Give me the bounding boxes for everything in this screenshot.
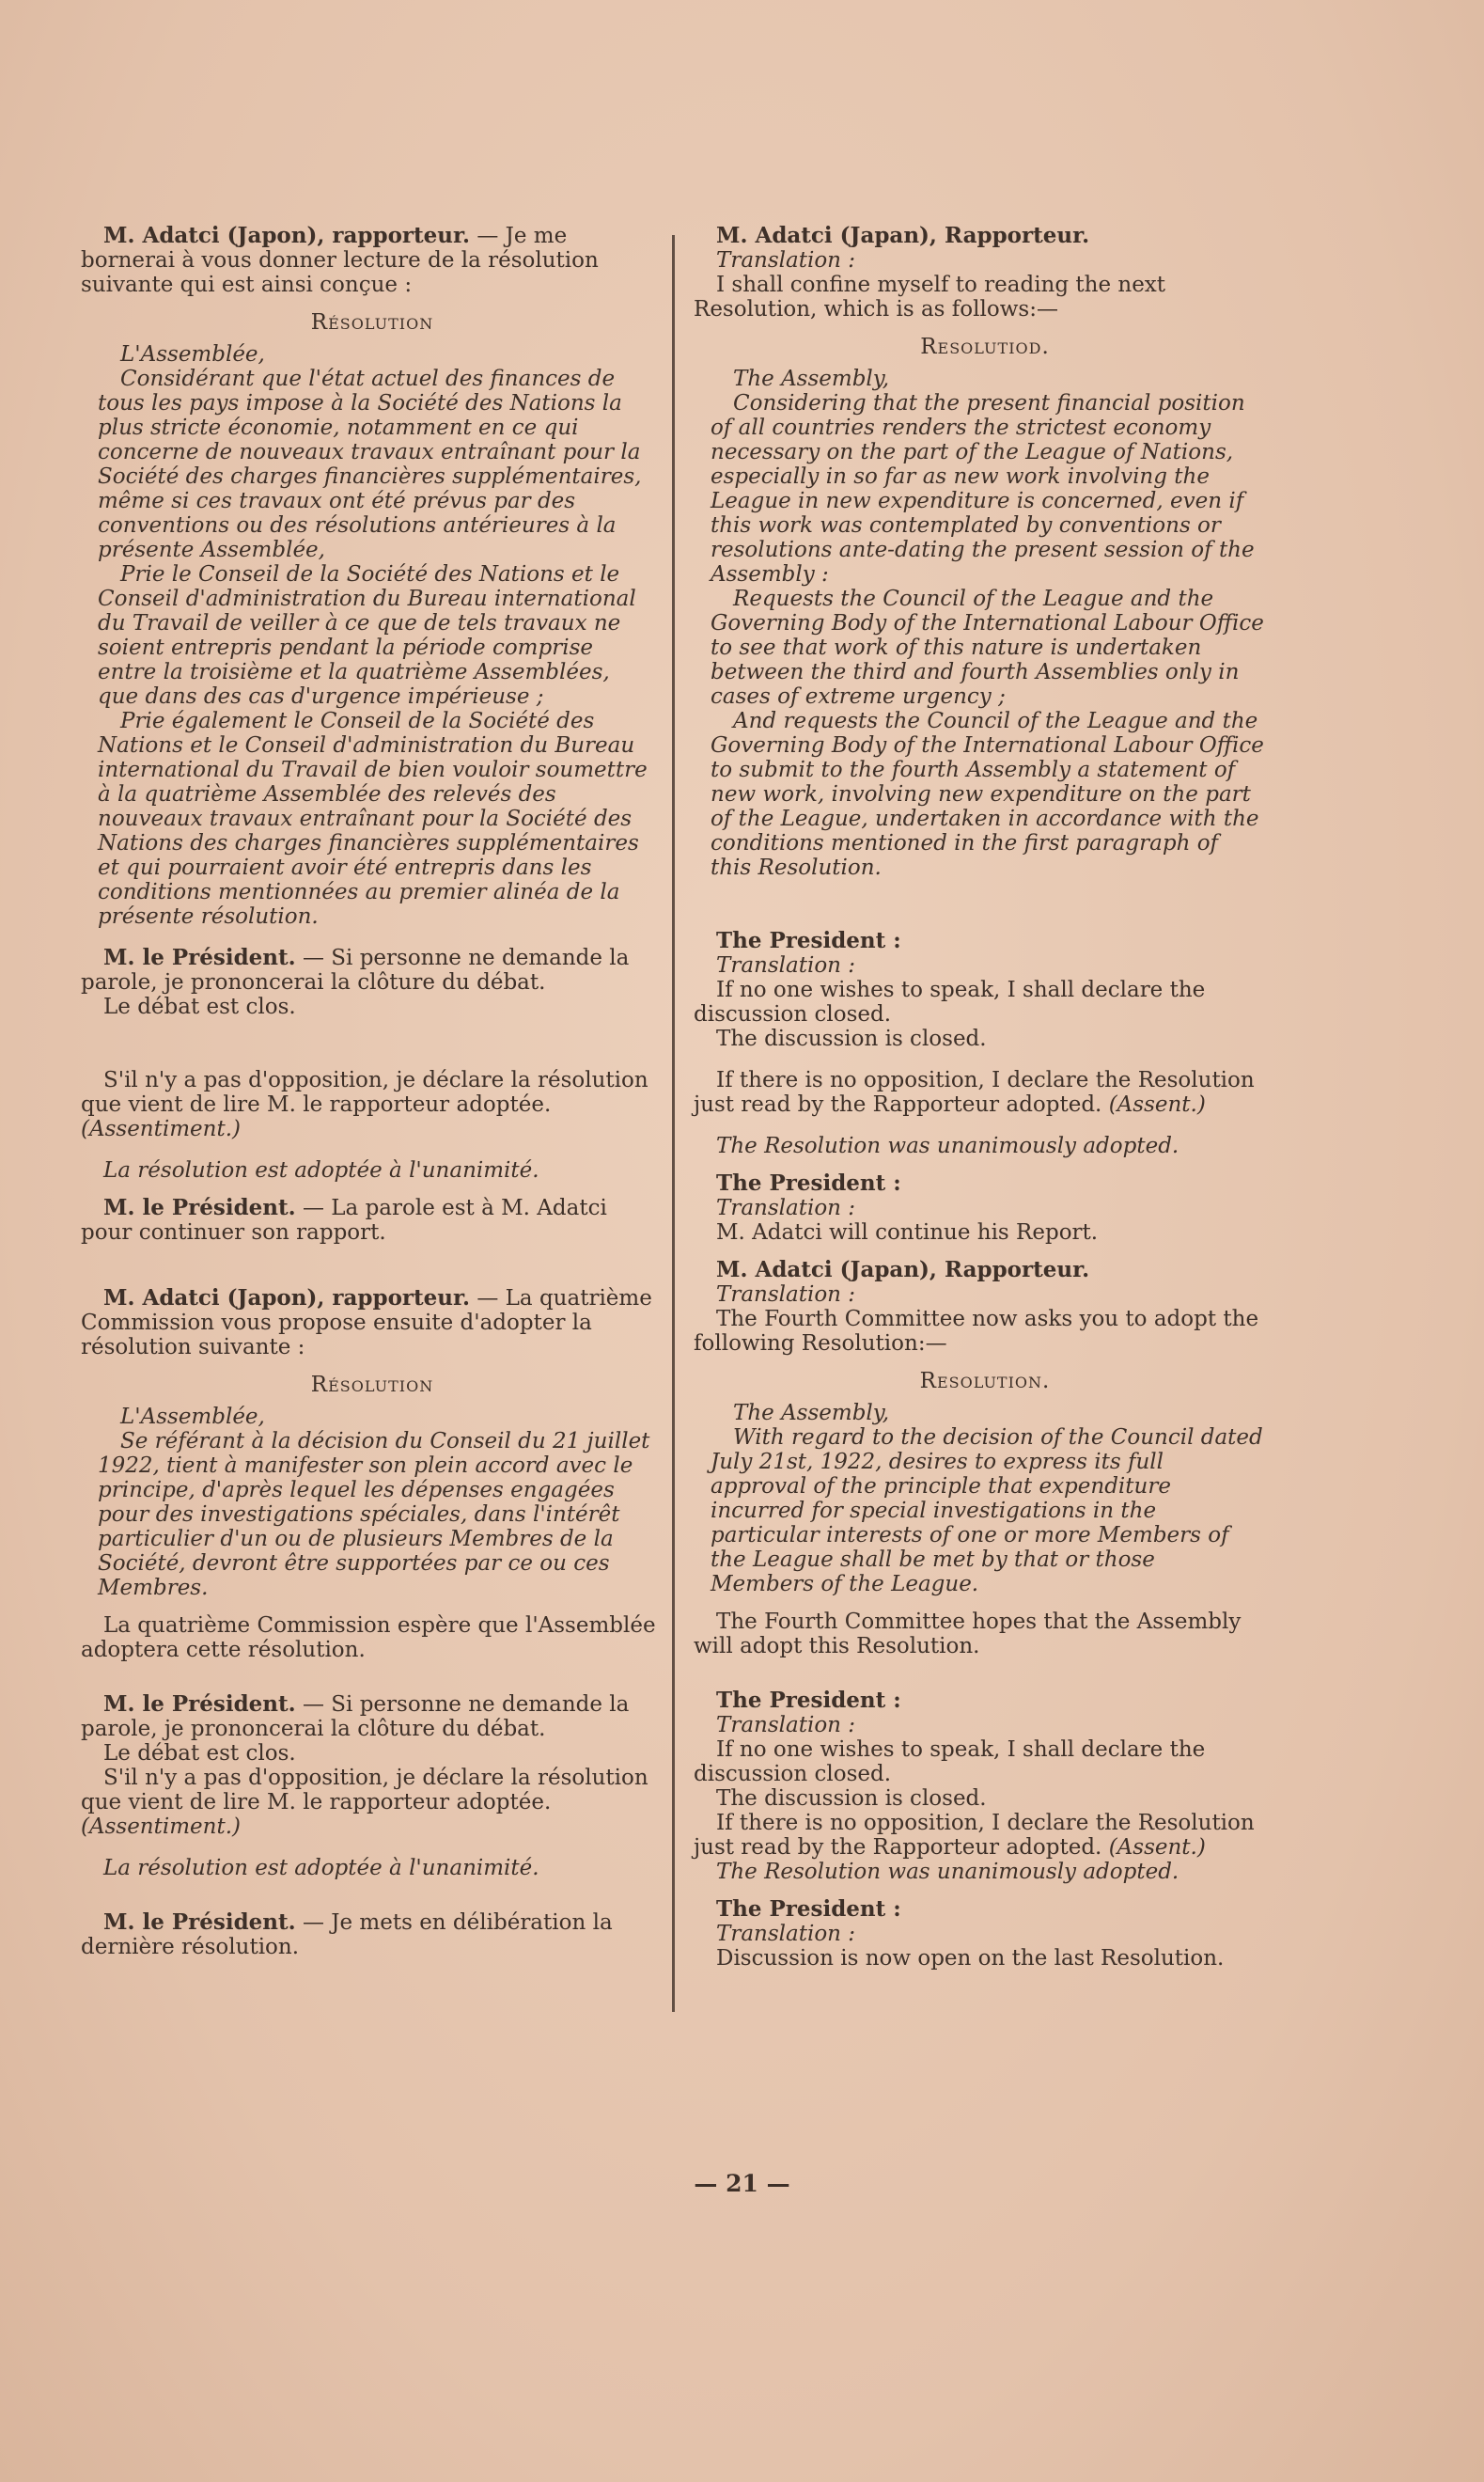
column-divider: [672, 235, 675, 2012]
statement-text: If no one wishes to speak, I shall declare the discussion closed.: [694, 1737, 1206, 1786]
speaker-name: M. Adatci (Japon), rapporteur.: [103, 223, 471, 248]
statement-text: — Si personne ne demande la parole, je prononcerai la clôture du débat.: [81, 1692, 630, 1741]
speaker-name: The President :: [716, 928, 901, 953]
page-number: — 21 —: [694, 2170, 790, 2197]
intro-statement: [81, 224, 664, 297]
statement-text: S'il n'y a pas d'opposition, je déclare la résolution que vient de lire M. le rapporteur adoptée.: [81, 1068, 648, 1117]
translation-label: Translation :: [716, 1196, 856, 1220]
resolution-heading: Résolution: [310, 310, 434, 335]
statement-text: — Je mets en délibération la dernière résolution.: [81, 1910, 613, 1959]
speaker-name: The President :: [716, 1896, 901, 1922]
assent-note: (Assentiment.): [81, 1814, 241, 1839]
resolution-paragraph: With regard to the decision of the Council dated July 21st, 1922, desires to express its full approval of the principle that expenditure incurred for special investigations in the particular interests of one or more Members of the League shall be met by that or those Members of the League.: [711, 1425, 1263, 1596]
speaker-name: M. Adatci (Japon), rapporteur.: [103, 1285, 471, 1311]
speaker-name: M. Adatci (Japan), Rapporteur.: [716, 1257, 1090, 1282]
statement-text: — Si personne ne demande la parole, je prononcerai la clôture du débat.: [81, 946, 630, 995]
statement-text: The discussion is closed.: [716, 1786, 987, 1811]
resolution-text: [694, 1401, 1276, 1596]
president-statement: [81, 1910, 664, 1959]
speaker-name: M. le Président.: [103, 1909, 296, 1935]
resolution-text: [81, 1405, 664, 1600]
assent-note: (Assentiment.): [81, 1117, 241, 1141]
statement-text: I shall confine myself to reading the next Resolution, which is as follows:—: [694, 273, 1166, 322]
adoption-note: La résolution est adoptée à l'unanimité.: [103, 1856, 539, 1880]
adoption-note: La résolution est adoptée à l'unanimité.: [103, 1158, 539, 1183]
commission-hope: [81, 1613, 664, 1662]
translation-label: Translation :: [716, 1282, 856, 1307]
speaker-name: M. le Président.: [103, 1195, 296, 1220]
statement-text: — Je me bornerai à vous donner lecture de la résolution suivante qui est ainsi conçue :: [81, 224, 599, 297]
intro-statement: [694, 224, 1276, 322]
statement-text: If there is no opposition, I declare the Resolution just read by the Rapporteur adopted.: [694, 1811, 1255, 1860]
translation-label: Translation :: [716, 248, 856, 273]
resolution-heading: Resolution.: [919, 1369, 1051, 1393]
statement-text: La quatrième Commission espère que l'Assemblée adoptera cette résolution.: [81, 1613, 656, 1662]
statement-text: The Fourth Committee hopes that the Assembly will adopt this Resolution.: [694, 1610, 1242, 1658]
statement-text: The discussion is closed.: [716, 1027, 987, 1051]
translation-label: Translation :: [716, 1713, 856, 1737]
resolution-paragraph: Requests the Council of the League and the Governing Body of the International Labour Office to see that work of this nature is undertaken between the third and fourth Assemblies only in cases of extreme urgency ;: [711, 587, 1264, 709]
resolution-paragraph: Considering that the present financial position of all countries renders the strictest economy necessary on the part of the League of Nations, especially in so far as new work involving the League in new expenditure is concerned, even if this work was contemplated by conventions or resolutions ante-dating the present session of the Assembly :: [711, 391, 1255, 587]
statement-text: — La quatrième Commission vous propose ensuite d'adopter la résolution suivante :: [81, 1286, 652, 1359]
english-column: [694, 224, 1276, 1984]
statement-text: If there is no opposition, I declare the Resolution just read by the Rapporteur adopted.: [694, 1068, 1255, 1117]
speaker-name: The President :: [716, 1688, 901, 1713]
statement-text: S'il n'y a pas d'opposition, je déclare la résolution que vient de lire M. le rapporteur adoptée.: [81, 1766, 648, 1814]
president-statement: [694, 1689, 1276, 1884]
resolution-paragraph: L'Assemblée,: [120, 1405, 265, 1429]
assent-note: (Assent.): [1108, 1835, 1206, 1860]
president-statement: [694, 929, 1276, 1158]
resolution-paragraph: The Assembly,: [733, 1401, 890, 1425]
resolution-heading: Resolutiod.: [920, 335, 1050, 359]
speaker-name: M. Adatci (Japan), Rapporteur.: [716, 223, 1090, 248]
resolution-paragraph: Se référant à la décision du Conseil du 21 juillet 1922, tient à manifester son plein accord avec le principe, d'après lequel les dépenses engagées pour des investigations spéciales, dans l'intérêt particulier d'un ou de plusieurs Membres de la Société, devront être supportées par ce ou ces Membres.: [98, 1429, 650, 1600]
statement-text: M. Adatci will continue his Report.: [716, 1220, 1099, 1245]
speaker-name: M. le Président.: [103, 945, 296, 970]
resolution-text: [694, 367, 1276, 880]
adoption-note: The Resolution was unanimously adopted.: [716, 1134, 1179, 1158]
french-column: [81, 224, 664, 1972]
statement-text: The Fourth Committee now asks you to adopt the following Resolution:—: [694, 1307, 1259, 1356]
resolution-paragraph: Considérant que l'état actuel des finances de tous les pays impose à la Société des Nations la plus stricte économie, notamment en ce qui concerne de nouveaux travaux entraînant pour la Société des charges financières supplémentaires, même si ces travaux ont été prévus par des conventions ou des résolutions antérieures à la présente Assemblée,: [98, 367, 642, 562]
resolution-paragraph: L'Assemblée,: [120, 342, 265, 367]
rapporteur-statement: [694, 1258, 1276, 1356]
statement-text: Discussion is now open on the last Resolution.: [716, 1946, 1225, 1971]
president-statement: [694, 1171, 1276, 1245]
resolution-paragraph: Prie également le Conseil de la Société des Nations et le Conseil d'administration du Bureau international du Travail de bien vouloir soumettre à la quatrième Assemblée des relevés des nouveaux travaux entraînant pour la Société des Nations des charges financières supplémentaires et qui pourraient avoir été entrepris dans les conditions mentionnées au premier alinéa de la présente résolution.: [98, 709, 648, 929]
resolution-heading: Résolution: [310, 1373, 434, 1397]
president-statement: [81, 946, 664, 1183]
rapporteur-statement: [81, 1286, 664, 1359]
president-statement: [81, 1196, 664, 1245]
resolution-text: [81, 342, 664, 929]
adoption-note: The Resolution was unanimously adopted.: [716, 1860, 1179, 1884]
resolution-paragraph: Prie le Conseil de la Société des Nations et le Conseil d'administration du Bureau international du Travail de veiller à ce que de tels travaux ne soient entrepris pendant la période comprise entre la troisième et la quatrième Assemblées, que dans des cas d'urgence impérieuse ;: [98, 562, 636, 709]
translation-label: Translation :: [716, 1922, 856, 1946]
statement-text: Le débat est clos.: [103, 995, 296, 1019]
president-statement: [694, 1897, 1276, 1971]
statement-text: If no one wishes to speak, I shall declare the discussion closed.: [694, 978, 1206, 1027]
assent-note: (Assent.): [1108, 1092, 1206, 1117]
president-statement: [81, 1692, 664, 1880]
speaker-name: The President :: [716, 1170, 901, 1196]
committee-hope: [694, 1610, 1276, 1658]
statement-text: Le débat est clos.: [103, 1741, 296, 1766]
translation-label: Translation :: [716, 953, 856, 978]
speaker-name: M. le Président.: [103, 1691, 296, 1717]
resolution-paragraph: The Assembly,: [733, 367, 890, 391]
statement-text: — La parole est à M. Adatci pour continuer son rapport.: [81, 1196, 607, 1245]
resolution-paragraph: And requests the Council of the League and the Governing Body of the International Labour Office to submit to the fourth Assembly a statement of new work, involving new expenditure on the part of the League, undertaken in accordance with the conditions mentioned in the first paragraph of this Resolution.: [711, 709, 1264, 880]
